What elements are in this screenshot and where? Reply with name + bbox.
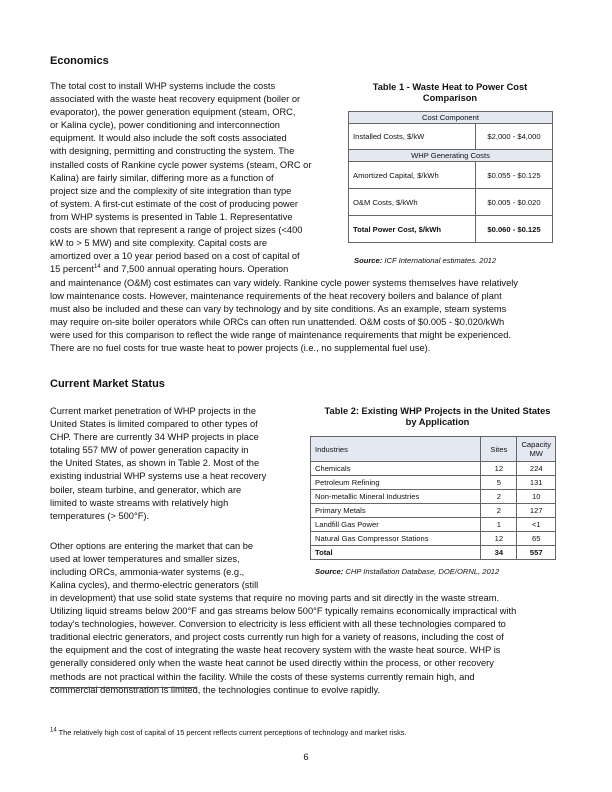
table2-industry-cell: Natural Gas Compressor Stations xyxy=(311,532,481,546)
table2-capacity-cell: 131 xyxy=(517,476,556,490)
market-p1-line: limited to waste streams with relatively high xyxy=(50,497,229,508)
table2-sites-cell: 2 xyxy=(481,504,517,518)
market-p2-line: Utilizing liquid streams below 200°F and gas streams below 500°F typically remains economically impractical with xyxy=(50,606,517,617)
table2-total-sites: 34 xyxy=(481,546,517,560)
table2-industry-cell: Petroleum Refining xyxy=(311,476,481,490)
market-paragraph-2-full xyxy=(50,592,570,697)
market-p2-line: including ORCs, ammonia-water systems (e.g., xyxy=(50,567,245,578)
economics-paragraph-wrapped xyxy=(50,80,340,276)
footnote-text: The relatively high cost of capital of 15 percent reflects current perceptions of technology and market risks. xyxy=(56,728,407,737)
table2-source xyxy=(315,567,499,576)
table2-sites-cell: 12 xyxy=(481,462,517,476)
economics-line: kW to > 5 MW) and site complexity. Capital costs are xyxy=(50,238,268,249)
market-p2-line: methods are not practical within the facility. While the costs of these systems currently remain high, and xyxy=(50,671,475,682)
economics-line: with designing, permitting and constructing the system. The xyxy=(50,146,295,157)
table2-header-sites: Sites xyxy=(481,437,517,462)
table2-source-label: Source: xyxy=(315,567,344,576)
footnote-separator xyxy=(50,687,196,688)
economics-line-text: 15 percent xyxy=(50,264,94,275)
economics-line: may require on-site boiler operators while ORCs can often run unattended. O&M costs of $0.005 - $0.020/kWh xyxy=(50,317,505,328)
economics-line: project size and the complexity of site integration than type xyxy=(50,185,292,196)
table2-industry-cell: Landfill Gas Power xyxy=(311,518,481,532)
market-p2-line: commercial demonstration is limited, the technologies continue to evolve rapidly. xyxy=(50,684,381,695)
table1-total-row xyxy=(349,216,553,243)
table2-industry-cell: Chemicals xyxy=(311,462,481,476)
economics-heading: Economics xyxy=(50,55,109,67)
market-p2-line: traditional electric generators, and project costs currently run high for a variety of reasons, including the cost of xyxy=(50,632,504,643)
table1-value-cell: $0.055 - $0.125 xyxy=(476,162,553,189)
economics-line: or Kalina cycle), power conditioning and interconnection xyxy=(50,120,280,131)
economics-line: amortized over a 10 year period based on a cost of capital of xyxy=(50,251,300,262)
table2-row xyxy=(311,462,556,476)
economics-line-with-footnote xyxy=(50,263,340,276)
market-p2-line: in development) that use solid state systems that require no moving parts and sit directly in the waste stream. xyxy=(50,593,500,603)
market-heading: Current Market Status xyxy=(50,378,165,390)
table2-capacity-cell: 10 xyxy=(517,490,556,504)
table2-total-label: Total xyxy=(311,546,481,560)
footnote xyxy=(50,728,407,737)
economics-line: Kalina) are fairly similar, differing more as a function of xyxy=(50,172,274,183)
table2-header-industries: Industries xyxy=(311,437,481,462)
market-p2-line: Kalina cycles), and thermo-electric generators (still xyxy=(50,580,259,591)
table2-row xyxy=(311,532,556,546)
table1-value-cell: $0.005 - $0.020 xyxy=(476,189,553,216)
table1-row xyxy=(349,189,553,216)
table1-source xyxy=(354,256,496,265)
economics-line: equipment. It would also include the soft costs associated xyxy=(50,133,287,144)
table1-section-row xyxy=(349,150,553,162)
table2-header-row xyxy=(311,437,556,462)
table1-section-cost-component: Cost Component xyxy=(349,112,553,124)
market-p2-line: generally considered only when the waste heat cannot be used directly within the process, or other recovery xyxy=(50,658,494,669)
market-p1-line: totaling 557 MW of power generation capacity in xyxy=(50,445,249,456)
table2-row xyxy=(311,476,556,490)
market-p1-line: CHP. There are currently 34 WHP projects in place xyxy=(50,432,259,443)
table2-sites-cell: 1 xyxy=(481,518,517,532)
economics-line: There are no fuel costs for true waste heat to power projects (i.e., no supplemental fuel use). xyxy=(50,343,431,354)
market-p1-line: boiler, steam turbine, and generator, which are xyxy=(50,484,242,495)
table2-sites-cell: 12 xyxy=(481,532,517,546)
market-p2-line: used at lower temperatures and smaller sizes, xyxy=(50,554,240,565)
table1-caption-line: Table 1 - Waste Heat to Power Cost xyxy=(372,82,528,92)
footnote-number: 14 xyxy=(50,727,57,734)
table2-caption xyxy=(305,406,570,428)
table1-cost-comparison xyxy=(348,111,553,243)
market-p1-line: the United States, as shown in Table 2. Most of the xyxy=(50,458,260,469)
table2-total-capacity: 557 xyxy=(517,546,556,560)
table1-value-cell: $2,000 - $4,000 xyxy=(476,124,553,150)
table2-projects-by-application xyxy=(310,436,556,560)
economics-line: evaporator), the power generation equipment (steam, ORC, xyxy=(50,107,296,118)
economics-line: from WHP systems is presented in Table 1. Representative xyxy=(50,211,293,222)
economics-line: and maintenance (O&M) cost estimates can vary widely. Rankine cycle power systems themselves have relatively xyxy=(50,278,518,288)
table2-capacity-cell: 224 xyxy=(517,462,556,476)
table2-header-capacity xyxy=(517,437,556,462)
economics-line: low maintenance costs. However, maintenance requirements of the heat recovery boilers and balance of plant xyxy=(50,291,502,302)
table2-industry-cell: Non-metallic Mineral Industries xyxy=(311,490,481,504)
table1-source-label: Source: xyxy=(354,256,383,265)
economics-line: The total cost to install WHP systems include the costs xyxy=(50,81,276,91)
table2-source-text: CHP Installation Database, DOE/ORNL, 2012 xyxy=(343,567,500,576)
market-p1-line: temperatures (> 500°F). xyxy=(50,510,150,521)
table1-total-label: Total Power Cost, $/kWh xyxy=(349,216,476,243)
table2-industry-cell: Primary Metals xyxy=(311,504,481,518)
footnote-reference: 14 xyxy=(93,264,101,271)
economics-line-text: and 7,500 annual operating hours. Operation xyxy=(100,264,289,275)
table1-caption-line: Comparison xyxy=(422,93,478,103)
market-p1-line: existing industrial WHP systems use a heat recovery xyxy=(50,471,267,482)
market-p2-line: Other options are entering the market that can be xyxy=(50,541,254,551)
market-p2-line: the equipment and the cost of integrating the waste heat recovery system with the waste heat source. WHP is xyxy=(50,645,501,656)
table2-capacity-cell: <1 xyxy=(517,518,556,532)
table1-label-cell: Installed Costs, $/kW xyxy=(349,124,476,150)
economics-paragraph-full xyxy=(50,277,570,356)
page-number: 6 xyxy=(303,752,309,762)
market-p1-line: Current market penetration of WHP projects in the xyxy=(50,406,257,416)
economics-line: associated with the waste heat recovery equipment (boiler or xyxy=(50,94,301,105)
economics-wrapped-lines xyxy=(50,80,340,263)
table1-total-value: $0.060 - $0.125 xyxy=(476,216,553,243)
table1-source-text: ICF International estimates. 2012 xyxy=(382,256,497,265)
table2-capacity-cell: 65 xyxy=(517,532,556,546)
table2-row xyxy=(311,490,556,504)
table1-row xyxy=(349,124,553,150)
market-paragraph-2-wrapped xyxy=(50,540,295,592)
market-paragraph-1 xyxy=(50,405,295,523)
table2-row xyxy=(311,504,556,518)
table2-caption-line: Table 2: Existing WHP Projects in the United States xyxy=(324,406,551,416)
table1-section-generating-costs: WHP Generating Costs xyxy=(349,150,553,162)
table1-label-cell: Amortized Capital, $/kWh xyxy=(349,162,476,189)
table2-header-capacity-line: Capacity xyxy=(521,440,551,449)
table2-total-row xyxy=(311,546,556,560)
table2-body xyxy=(311,462,556,546)
table2-header-capacity-line: MW xyxy=(529,449,543,458)
table2-sites-cell: 5 xyxy=(481,476,517,490)
table2-sites-cell: 2 xyxy=(481,490,517,504)
table1-label-cell: O&M Costs, $/kWh xyxy=(349,189,476,216)
market-p1-line: United States is limited compared to other types of xyxy=(50,419,258,430)
table2-row xyxy=(311,518,556,532)
market-p2-line: today's technologies, however. Conversion to electricity is less efficient with all these technologies compared to xyxy=(50,619,506,630)
table1-caption xyxy=(350,82,550,104)
economics-line: of system. A first-cut estimate of the cost of producing power xyxy=(50,198,299,209)
table2-capacity-cell: 127 xyxy=(517,504,556,518)
table1-row xyxy=(349,162,553,189)
economics-line: installed costs of Rankine cycle power systems (steam, ORC or xyxy=(50,159,312,170)
economics-line: were used for this comparison to reflect the wide range of maintenance requirements that might be experienced. xyxy=(50,330,511,341)
economics-line: costs are shown that represent a range of project sizes (<400 xyxy=(50,225,303,236)
table1-section-row xyxy=(349,112,553,124)
economics-line: must also be included and these can vary by technology and by site conditions. As an example, steam systems xyxy=(50,304,507,315)
table2-caption-line: by Application xyxy=(405,417,470,427)
